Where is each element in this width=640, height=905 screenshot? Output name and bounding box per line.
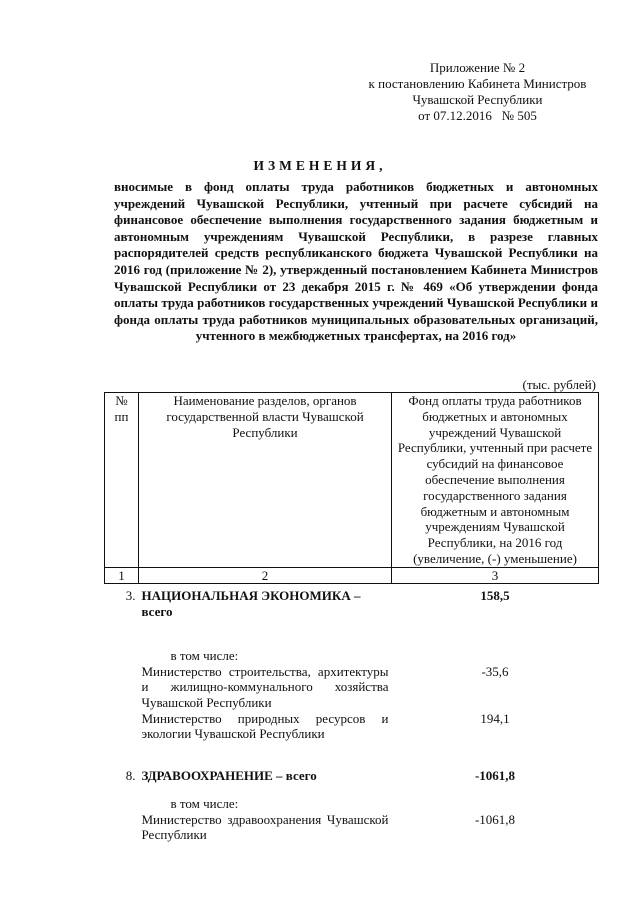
column-number-3: 3 [392,567,599,583]
table-row [105,812,599,843]
appendix-line-4: от 07.12.2016 № 505 [418,108,537,123]
section-name: ЗДРАВООХРАНЕНИЕ – всего [141,767,317,783]
document-title: ИЗМЕНЕНИЯ, [253,158,387,173]
appendix-line-1: Приложение № 2 [429,60,526,75]
including-label: в том числе: [170,795,239,811]
appendix-block [355,60,600,124]
including-row [105,784,599,812]
including-label: в том числе: [170,647,239,663]
item-value: -1061,8 [474,811,516,827]
item-name: Министерство здравоохранения Чувашской Республики [141,811,389,843]
section-name: НАЦИОНАЛЬНАЯ ЭКОНОМИКА – всего [141,587,361,619]
document-description: вносимые в фонд оплаты труда работников бюджетных и автономных учреждений Чувашской Республики, учтенный при расчете субсидий на финансовое обеспечение выполнения государственного задания бюджетным и автономным учреждениям Чувашской Республики, в разрезе главных распорядителей средств республиканского бюджета Чувашской Республики на 2016 год (приложение № 2), утвержденный постановлением Кабинета Министров Чувашской Республики от 23 декабря 2015 г. № 469 «Об утверждении фонда оплаты труда работников государственных учреждений Чувашской Республики и фонда оплаты труда работников муниципальных образовательных организаций, учтенного в межбюджетных трансфертах, на 2016 год» [114,179,598,344]
item-name: Министерство строительства, архитектуры и жилищно-коммунального хозяйства Чувашской Республики [141,663,389,710]
section-number: 8. [125,767,136,783]
including-row [105,620,599,664]
table-header-row [105,393,599,568]
item-value: -35,6 [481,663,509,679]
header-fund: Фонд оплаты труда работников бюджетных и автономных учреждений Чувашской Республики, учтенный при расчете субсидий на финансовое обеспечение выполнения государственного задания бюджетным и автономным учреждениям Чувашской Республики, на 2016 год (увеличение, (-) уменьшение) [392,393,599,568]
spacer-row [105,742,599,764]
section-value: 158,5 [480,587,510,603]
header-name: Наименование разделов, органов государственной власти Чувашской Республики [139,393,392,568]
header-number: № пп [105,393,139,568]
item-value: 194,1 [480,710,510,726]
column-number-row [105,567,599,583]
item-name: Министерство природных ресурсов и экологии Чувашской Республики [141,710,389,742]
units-label: (тыс. рублей) [522,377,596,392]
table-row [105,711,599,742]
section-number: 3. [125,587,136,603]
section-row [105,583,599,620]
section-value: -1061,8 [474,767,516,783]
appendix-line-3: Чувашской Республики [412,92,543,107]
column-number-2: 2 [139,567,392,583]
table-row [105,664,599,711]
changes-table [104,392,599,843]
section-row [105,764,599,784]
column-number-1: 1 [105,567,139,583]
appendix-line-2: к постановлению Кабинета Министров [368,76,587,91]
